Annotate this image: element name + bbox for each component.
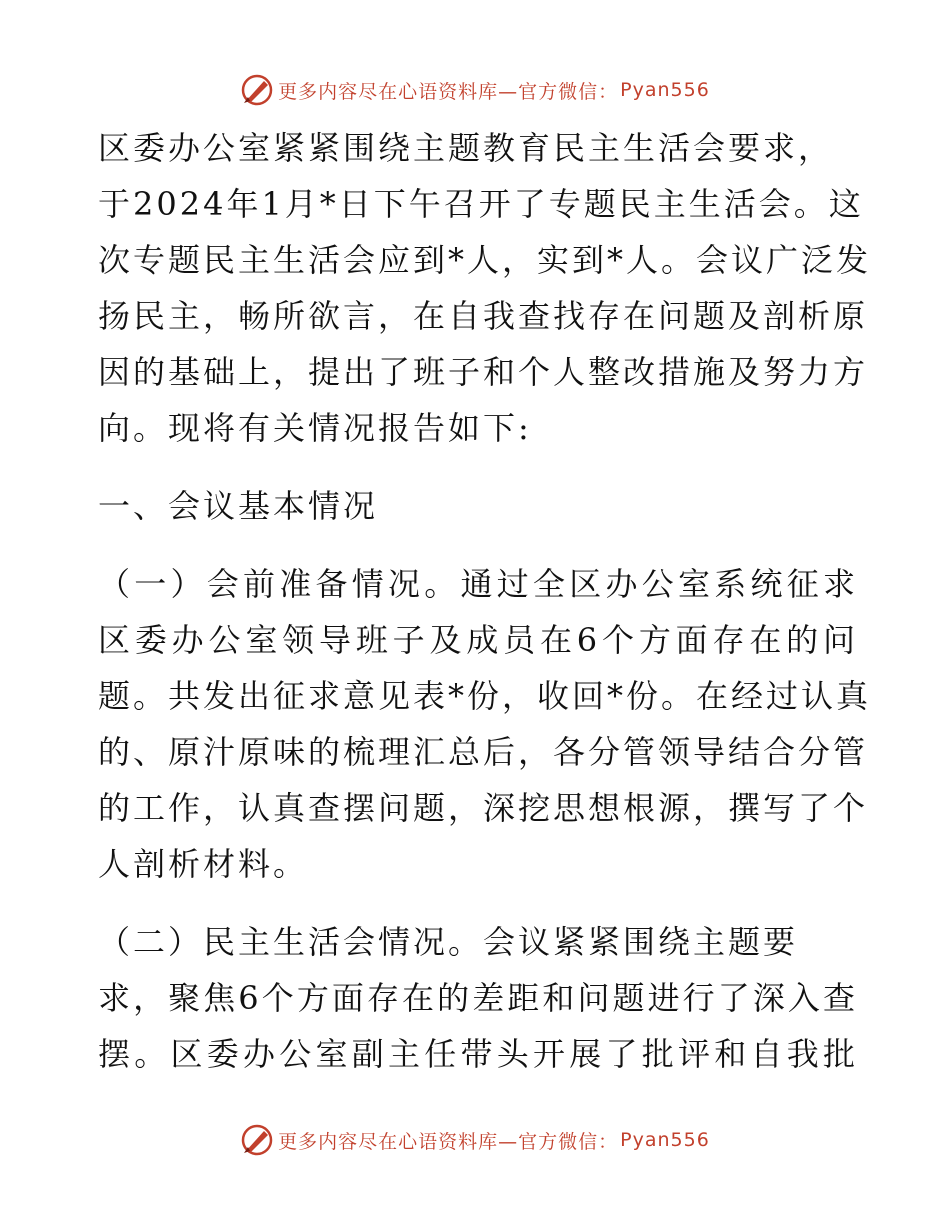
section2-line: 求，聚焦6个方面存在的差距和问题进行了深入查: [98, 979, 858, 1017]
section1-line: （一）会前准备情况。通过全区办公室系统征求: [98, 565, 858, 603]
document-body: [98, 120, 872, 1082]
pen-logo-icon: [240, 73, 274, 107]
intro-line: 因的基础上，提出了班子和个人整改措施及努力方: [98, 353, 869, 391]
section1-line: 的、原汁原味的梳理汇总后，各分管领导结合分管: [98, 733, 869, 771]
section1-paragraph: [98, 556, 872, 892]
section2-line: 摆。区委办公室副主任带头开展了批评和自我批: [98, 1035, 858, 1073]
pen-logo-icon: [240, 1123, 274, 1157]
section1-line: 区委办公室领导班子及成员在6个方面存在的问: [98, 621, 858, 659]
section-heading: [98, 478, 858, 534]
intro-line: 区委办公室紧紧围绕主题教育民主生活会要求，: [98, 129, 834, 167]
section1-line: 人剖析材料。: [98, 845, 309, 883]
footer-watermark: [0, 1120, 950, 1160]
watermark-text: 更多内容尽在心语资料库—官方微信：: [278, 1130, 619, 1153]
intro-paragraph: [98, 120, 872, 456]
intro-line: 次专题民主生活会应到*人，实到*人。会议广泛发: [98, 241, 872, 279]
intro-line: 向。现将有关情况报告如下:: [98, 409, 532, 447]
heading-line: 一、会议基本情况: [98, 487, 379, 525]
header-watermark: [0, 70, 950, 110]
wechat-id: Pyan556: [620, 79, 710, 101]
section1-line: 的工作，认真查摆问题，深挖思想根源，撰写了个: [98, 789, 869, 827]
intro-line: 扬民主，畅所欲言，在自我查找存在问题及剖析原: [98, 297, 869, 335]
watermark-text: 更多内容尽在心语资料库—官方微信：: [278, 80, 619, 103]
wechat-id: Pyan556: [620, 1129, 710, 1151]
intro-line: 于2024年1月*日下午召开了专题民主生活会。这: [98, 185, 864, 223]
section2-paragraph: [98, 914, 858, 1082]
section2-line: （二）民主生活会情况。会议紧紧围绕主题要: [98, 923, 799, 961]
section1-line: 题。共发出征求意见表*份，收回*份。在经过认真: [98, 677, 872, 715]
